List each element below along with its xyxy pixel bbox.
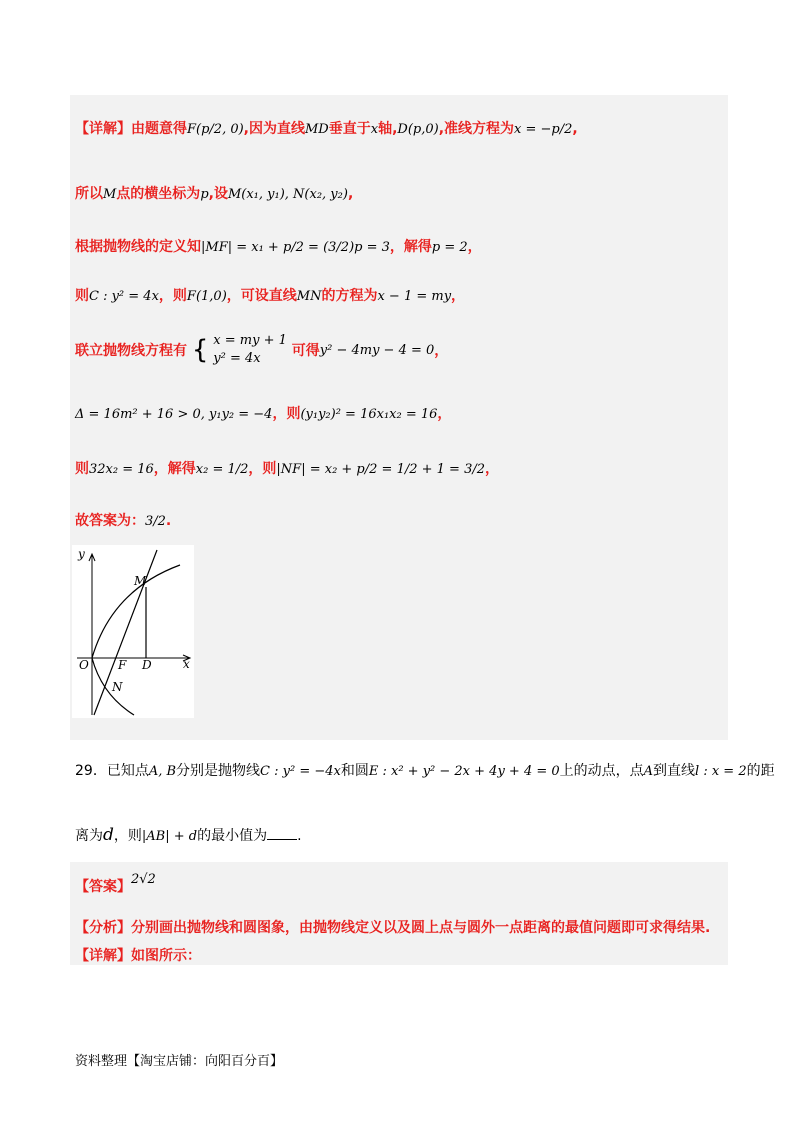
- solution-line-2: 所以M点的横坐标为p,设M(x₁, y₁), N(x₂, y₂),: [75, 186, 354, 202]
- answer-blank: [267, 839, 297, 840]
- analysis-line: 【分析】分别画出抛物线和圆图象，由抛物线定义以及圆上点与圆外一点距离的最值问题即可求得结果.: [75, 920, 711, 936]
- solution-line-1: 【详解】由题意得F(p/2, 0),因为直线MD垂直于x轴,D(p,0),准线方程为x = −p/2,: [75, 121, 578, 137]
- origin-label: O: [79, 658, 89, 672]
- point-m-label: M: [134, 574, 147, 588]
- solution-line-7: 则32x₂ = 16，解得x₂ = 1/2，则|NF| = x₂ + p/2 = 1/2 + 1 = 3/2，: [75, 461, 499, 477]
- focus-label: F: [118, 658, 127, 672]
- answer-line: 【答案】2√2: [75, 872, 156, 895]
- point-n-label: N: [112, 680, 123, 694]
- parabola-diagram: [72, 545, 194, 718]
- solution-line-3: 根据抛物线的定义知|MF| = x₁ + p/2 = (3/2)p = 3，解得p = 2，: [75, 239, 482, 255]
- y-axis-label: y: [78, 547, 85, 561]
- x-axis-label: x: [183, 657, 190, 671]
- solution-line-6: Δ = 16m² + 16 > 0, y₁y₂ = −4，则(y₁y₂)² = 16x₁x₂ = 16，: [75, 406, 452, 422]
- solution-line-4: 则C : y² = 4x，则F(1,0)，可设直线MN的方程为x − 1 = my，: [75, 288, 466, 304]
- point-d-label: D: [142, 658, 152, 672]
- solution-line-8: 故答案为：3/2.: [75, 513, 172, 529]
- parabola-figure: [72, 545, 194, 718]
- problem-line-2: 离为d，则|AB| + d的最小值为 .: [75, 825, 302, 845]
- problem-line-1: 29．已知点A, B分别是抛物线C : y² = −4x和圆E : x² + y² − 2x + 4y + 4 = 0上的动点，点A到直线l : x = 2的距: [75, 763, 775, 779]
- footer-note: 资料整理【淘宝店铺：向阳百分百】: [75, 1054, 284, 1069]
- solution-line-5: 联立抛物线方程有 { x = my + 1 y² = 4x 可得y² − 4my − 4 = 0，: [75, 333, 449, 366]
- detail-line: 【详解】如图所示：: [75, 948, 201, 964]
